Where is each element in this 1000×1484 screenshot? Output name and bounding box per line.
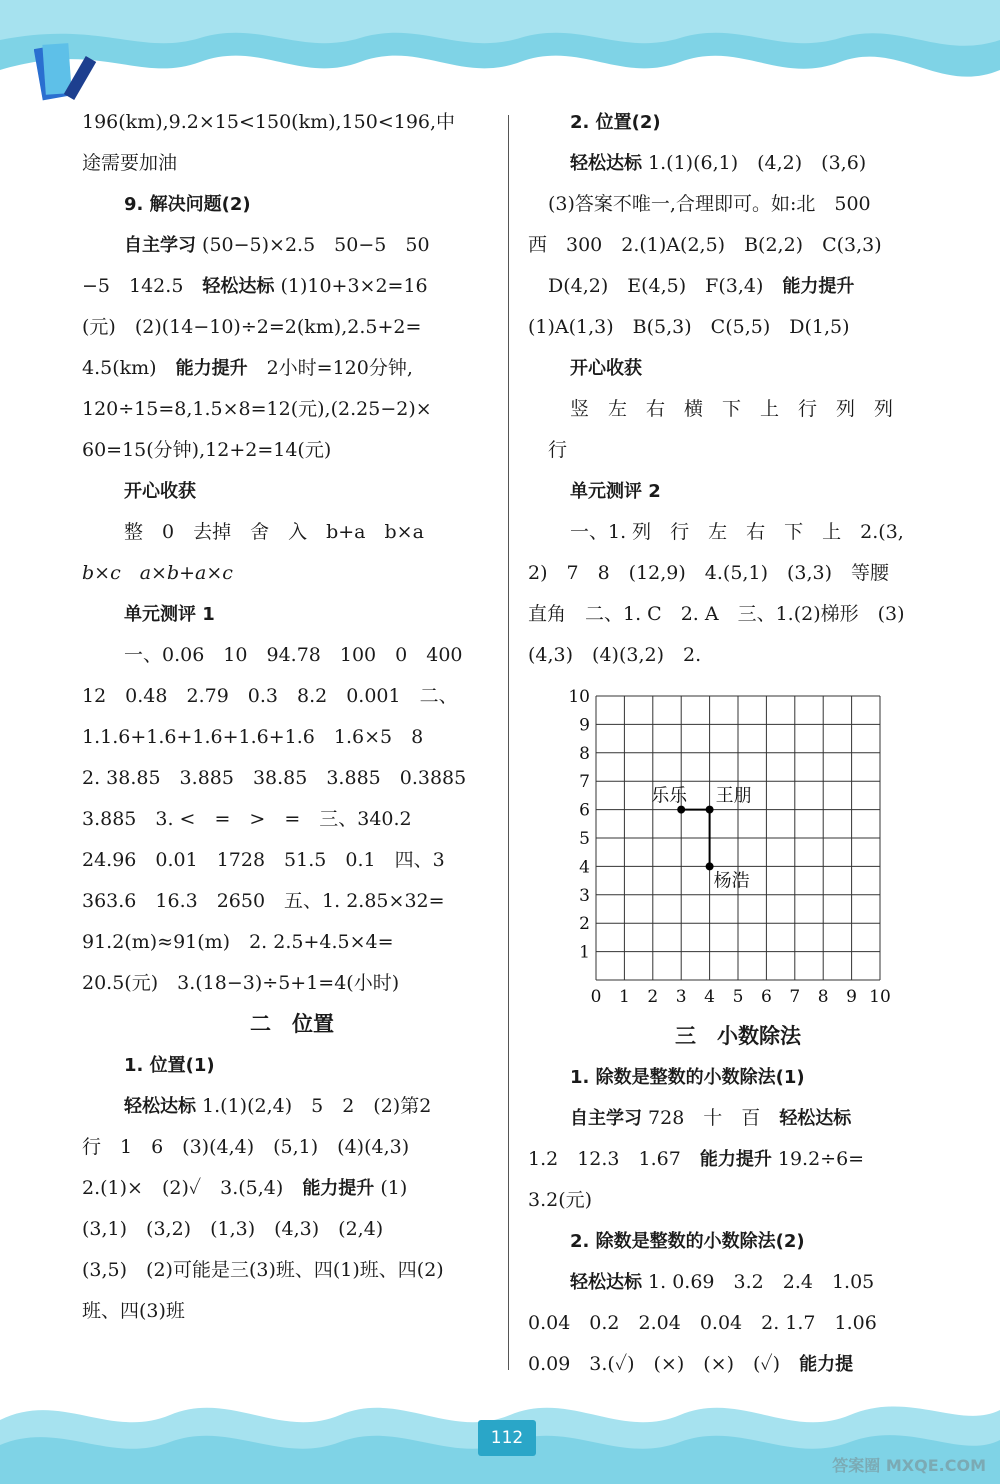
answer-text: D(4,2) E(4,5) F(3,4): [548, 275, 783, 297]
section-heading: 1. 位置(1): [124, 1055, 215, 1076]
text-line: [82, 1086, 502, 1127]
answer-text: 0.09 3.(✓) (×) (×) (✓): [528, 1353, 800, 1375]
x-tick-label: 8: [817, 987, 829, 1007]
text-line: 363.6 16.3 2650 五、1. 2.85×32=: [82, 890, 445, 912]
answer-text: 1.2 12.3 1.67: [528, 1148, 700, 1170]
text-line: 行: [548, 439, 568, 461]
text-line: 120÷15=8,1.5×8=12(元),(2.25−2)×: [82, 398, 432, 420]
answer-text: (1): [374, 1177, 408, 1199]
right-column-top: [528, 102, 948, 676]
top-wave-decoration: [0, 0, 1000, 110]
x-tick-label: 9: [846, 987, 858, 1007]
text-line: b×c a×b+a×c: [82, 562, 233, 584]
section-heading: 1. 除数是整数的小数除法(1): [570, 1067, 805, 1088]
text-line: (3,5) (2)可能是三(3)班、四(1)班、四(2): [82, 1259, 444, 1281]
label-ability: 能力提升: [699, 1149, 772, 1170]
text-line: (3)答案不唯一,合理即可。如:北 500: [548, 193, 871, 215]
right-column-bottom: [528, 1016, 948, 1385]
answer-text: 2.(1)× (2)✓ 3.(5,4): [82, 1177, 303, 1199]
section-heading: 单元测评 1: [124, 604, 215, 625]
x-tick-label: 3: [675, 987, 687, 1007]
book-pencil-logo: [34, 36, 114, 106]
y-tick-label: 4: [579, 857, 590, 878]
y-tick-label: 6: [579, 800, 590, 821]
x-tick-label: 5: [732, 987, 744, 1007]
page-number: 112: [478, 1420, 536, 1456]
text-line: 24.96 0.01 1728 51.5 0.1 四、3: [82, 849, 445, 871]
text-line: [528, 143, 948, 184]
y-tick-label: 3: [579, 885, 590, 906]
section-heading: 开心收获: [570, 358, 642, 379]
text-line: (3,1) (3,2) (1,3) (4,3) (2,4): [82, 1218, 384, 1240]
text-line: [528, 1139, 948, 1180]
text-line: 西 300 2.(1)A(2,5) B(2,2) C(3,3): [528, 234, 882, 256]
text-line: 60=15(分钟),12+2=14(元): [82, 439, 332, 461]
section-heading: 2. 除数是整数的小数除法(2): [570, 1231, 805, 1252]
answer-text: 1. 0.69 3.2 2.4 1.05: [642, 1271, 875, 1293]
section-heading: 2. 位置(2): [570, 112, 661, 133]
label-ability: 能力提升: [782, 276, 855, 297]
answer-text: −5 142.5: [82, 275, 203, 297]
text-line: 91.2(m)≈91(m) 2. 2.5+4.5×4=: [82, 931, 394, 953]
x-tick-label: 7: [789, 987, 801, 1007]
answer-text: 728 十 百: [642, 1107, 780, 1129]
label-self-study: 自主学习: [124, 235, 196, 256]
y-tick-label: 1: [579, 942, 590, 963]
point-label: 乐乐: [651, 785, 688, 807]
text-line: [528, 1262, 948, 1303]
text-line: (1)A(1,3) B(5,3) C(5,5) D(1,5): [528, 316, 850, 338]
label-self-study: 自主学习: [570, 1108, 642, 1129]
answer-text: (1)10+3×2=16: [274, 275, 428, 297]
label-easy-target: 轻松达标: [202, 276, 275, 297]
text-line: 途需要加油: [82, 152, 178, 174]
label-easy-target: 轻松达标: [570, 1272, 642, 1293]
y-tick-label: 10: [568, 688, 590, 707]
text-line: [82, 266, 502, 307]
text-line: 直角 二、1. C 2. A 三、1.(2)梯形 (3): [528, 603, 905, 625]
x-tick-label: 6: [760, 987, 772, 1007]
text-line: [528, 266, 948, 307]
text-line: 2) 7 8 (12,9) 4.(5,1) (3,3) 等腰: [528, 562, 890, 584]
left-column: [82, 102, 502, 1332]
grid-point: [706, 862, 714, 870]
text-line: 整 0 去掉 舍 入 b+a b×a: [124, 521, 424, 543]
answer-text: (50−5)×2.5 50−5 50: [196, 234, 430, 256]
label-easy-target: 轻松达标: [124, 1096, 196, 1117]
x-tick-label: 10: [869, 987, 891, 1007]
label-easy-target: 轻松达标: [570, 153, 642, 174]
point-label: 王朋: [715, 785, 752, 807]
y-tick-label: 2: [579, 914, 590, 935]
answer-text: 2小时=120分钟,: [247, 357, 413, 379]
text-line: [82, 225, 502, 266]
grid-point: [706, 806, 714, 814]
text-line: 2. 38.85 3.885 38.85 3.885 0.3885: [82, 767, 467, 789]
text-line: 196(km),9.2×15<150(km),150<196,中: [82, 111, 456, 133]
x-tick-label: 4: [704, 987, 716, 1007]
grid-point: [677, 806, 685, 814]
section-heading: 单元测评 2: [570, 481, 661, 502]
label-ability: 能力提升: [302, 1178, 375, 1199]
column-divider: [508, 115, 509, 1370]
y-tick-label: 5: [579, 829, 590, 849]
x-tick-label: 0: [590, 987, 602, 1007]
text-line: [528, 1344, 948, 1385]
text-line: [82, 1168, 502, 1209]
text-line: 一、1. 列 行 左 右 下 上 2.(3,: [570, 521, 904, 543]
text-line: 班、四(3)班: [82, 1300, 185, 1322]
label-easy-target: 轻松达标: [779, 1108, 852, 1129]
chapter-title: 二 位置: [250, 1012, 334, 1036]
watermark: 答案圈 MXQE.COM: [832, 1456, 986, 1475]
text-line: 0.04 0.2 2.04 0.04 2. 1.7 1.06: [528, 1312, 877, 1334]
text-line: [82, 348, 502, 389]
x-tick-label: 2: [647, 987, 659, 1007]
chapter-title: 三 小数除法: [675, 1024, 801, 1048]
text-line: 3.2(元): [528, 1189, 593, 1211]
y-tick-label: 7: [579, 772, 590, 793]
text-line: 12 0.48 2.79 0.3 8.2 0.001 二、: [82, 685, 458, 707]
label-ability: 能力提: [799, 1354, 854, 1375]
answer-text: 4.5(km): [82, 357, 176, 379]
text-line: 一、0.06 10 94.78 100 0 400: [124, 644, 463, 666]
point-label: 杨浩: [713, 870, 750, 892]
x-tick-label: 1: [618, 987, 630, 1007]
label-ability: 能力提升: [175, 358, 248, 379]
text-line: [528, 1098, 948, 1139]
section-heading: 9. 解决问题(2): [124, 194, 251, 215]
coordinate-grid-chart: [560, 688, 910, 1008]
answer-text: 1.(1)(2,4) 5 2 (2)第2: [196, 1095, 432, 1117]
text-line: (元) (2)(14−10)÷2=2(km),2.5+2=: [82, 316, 422, 338]
text-line: 竖 左 右 横 下 上 行 列 列: [570, 398, 894, 420]
text-line: 行 1 6 (3)(4,4) (5,1) (4)(4,3): [82, 1136, 410, 1158]
text-line: 3.885 3. < = > = 三、340.2: [82, 808, 412, 830]
section-heading: 开心收获: [124, 481, 196, 502]
text-line: (4,3) (4)(3,2) 2.: [528, 644, 702, 666]
text-line: 20.5(元) 3.(18−3)÷5+1=4(小时): [82, 972, 400, 994]
text-line: 1.1.6+1.6+1.6+1.6+1.6 1.6×5 8: [82, 726, 424, 748]
answer-text: 19.2÷6=: [771, 1148, 865, 1170]
y-tick-label: 9: [579, 715, 590, 736]
answer-text: 1.(1)(6,1) (4,2) (3,6): [642, 152, 867, 174]
y-tick-label: 8: [579, 743, 590, 764]
